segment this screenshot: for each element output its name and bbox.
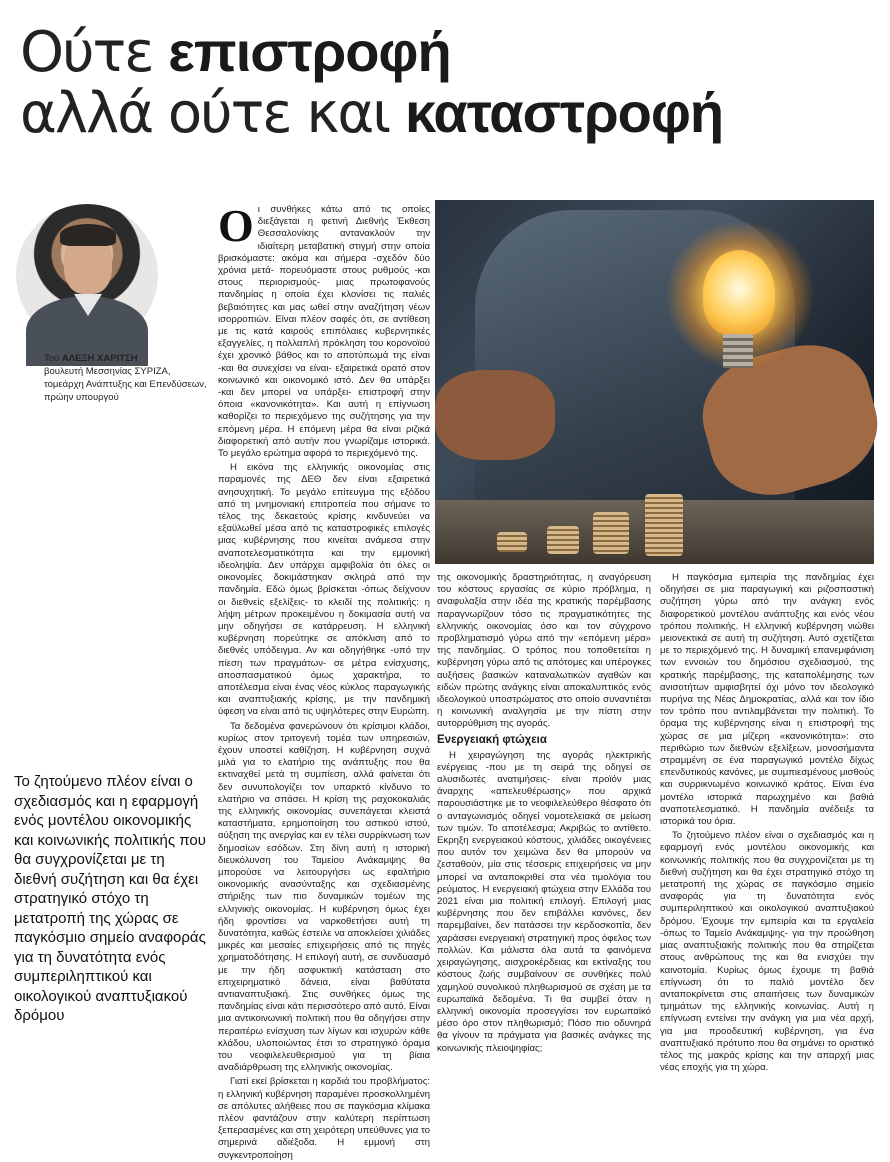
- paragraph: Η εικόνα της ελληνικής οικονομίας στις παραμονές της ΔΕΘ δεν είναι εξαιρετικά ανησυχητική. Το μεγάλο επίτευγμα της εξόδου από τη μνημονιακή επιτροπεία που σήμανε το τέλος της δεκαετούς κρίσης κινδυνεύει να εξαϋλωθεί μέσα από τις καταστροφικές επιλογές μιας κυβέρνησης που κινείται ανάμεσα στην αναποτελεσματικότητα και την εμμονική ιδεοληψία. Δεν υπάρχει αμφιβολία ότι όλες οι οικονομίες δοκιμάστηκαν σκληρά από την πανδημία. Εδώ όμως βρίσκεται -όπως δείχνουν οι διεθνείς εξελίξεις- το κλειδί της πολιτικής: η λήψη μέτρων προκειμένου η δοκιμασία αυτή να μην οδηγήσει σε κατάρρευση. Η ελληνική κυβέρνηση πορεύτηκε σε απόκλιση από το διεθνές υπόδειγμα. Αν και οδηγήθηκε -υπό την πίεση των πραγμάτων- σε μέτρα ενίσχυσης, αποσπασματικού όμως χαρακτήρα, το αποτέλεσμα είναι ένας νέος κύκλος παραγωγικής και αναπτυξιακής κρίσης, με την πανδημική ύφεση να είναι από τις υψηλότερες στην Ευρώπη.: [218, 462, 430, 718]
- lightbulb-icon: [703, 250, 775, 336]
- article-photo-lightbulb-coins: [435, 200, 874, 564]
- headline-line-1: Ούτε επιστροφή: [20, 20, 451, 85]
- pull-quote: Το ζητούμενο πλέον είναι ο σχεδιασμός και η εφαρμογή ενός μοντέλου οικονομικής και κοινωνικής πολιτικής που θα συγχρονίζεται με τη διεθνή συζήτηση και θα έχει στρατηγικό στόχο τη μετατροπή της χώρας σε παγκόσμιο σημείο αναφοράς για τη δυνατότητα ενός συμπεριληπτικού και οικολογικού αναπτυξιακού δρόμου: [14, 773, 206, 1024]
- author-byline: Του ΑΛΕΞΗ ΧΑΡΙΤΣΗ βουλευτή Μεσσηνίας ΣΥΡΙΖΑ, τομεάρχη Ανάπτυξης και Επενδύσεων, πρώην υπουργού: [44, 352, 214, 404]
- headline-line-2: αλλά ούτε και καταστροφή: [20, 81, 724, 146]
- headline: [20, 22, 870, 144]
- author-role: βουλευτή Μεσσηνίας ΣΥΡΙΖΑ,: [44, 366, 171, 377]
- article-column-2: [437, 572, 651, 1054]
- article-column-3: [660, 572, 874, 1074]
- author-role: τομεάρχη Ανάπτυξης και Επενδύσεων,: [44, 379, 207, 390]
- paragraph: Γιατί εκεί βρίσκεται η καρδιά του προβλήματος: η ελληνική κυβέρνηση παραμένει προσκολλημένη σε απόλυτες αλήθειες που σε παγκόσμια κλίμακα πλέον φαντάζουν στην καλύτερη περίπτωση ξεπερασμένες και στη χειρότερη υπεύθυνες για το σημερινά αδιέξοδα. Η εμμονή στη συγκεντροποίηση: [218, 1076, 430, 1161]
- author-photo: [16, 204, 158, 346]
- paragraph: Το ζητούμενο πλέον είναι ο σχεδιασμός και η εφαρμογή ενός μοντέλου οικονομικής και κοινωνικής πολιτικής που θα συγχρονίζεται με τη διεθνή συζήτηση και θα έχει στρατηγικό στόχο τη μετατροπή της χώρας σε παγκόσμιο σημείο αναφοράς για τη δυνατότητα ενός συμπεριληπτικού και οικολογικού αναπτυξιακού δρόμου. Έχουμε την εμπειρία και τα εργαλεία -όπως το Ταμείο Ανάκαμψης- για την προώθηση μιας αναπτυξιακής πολιτικής που θα στηρίζεται στους ανθρώπους της και θα ενισχύει την καινοτομία. Κυρίως όμως έχουμε τη βαθιά επίγνωση ότι το παλιό μοντέλο δεν ανταποκρίνεται στις απαιτήσεις των δυναμικών τμημάτων της ελληνικής κοινωνίας. Αυτή η επίγνωση εντείνει την ανάγκη για μια νέα αρχή, για μια προοδευτική κυβέρνηση, για ένα αναπτυξιακό πρότυπο που θα σημάνει το οριστικό τέλος της μακράς κρίσης και την απαρχή μιας νέας εποχής για τη χώρα.: [660, 830, 874, 1074]
- paragraph: ι συνθήκες κάτω από τις οποίες διεξάγεται η φετινή Διεθνής Έκθεση Θεσσαλονίκης αντανακλούν την ιδιαίτερη μεταβατική στιγμή στην οποία βρισκόμαστε: ακόμα και σήμερα -σχεδόν δύο χρόνια μετά- πορευόμαστε στους ρυθμούς -και στους περιορισμούς- μιας πρωτοφανούς πανδημίας η οποία έχει κλονίσει τις παλιές βεβαιότητες και μας ωθεί στην αναζήτηση νέων ισορροπιών. Είναι πλέον σαφές ότι, σε αντίθεση με τις κατά καιρούς επιπόλαιες κυβερνητικές εξαγγελίες, η πολλαπλή πρόκληση του κορονοϊού έχει χρονικό βάθος και το αποτύπωμά της είναι -και θα συνεχίσει να είναι- εξαιρετικά ορατό στον κοινωνικό και οικονομικό ιστό. Δεν θα υπάρξει -και δεν μπορεί να υπάρξει- επιστροφή στην όποια «κανονικότητα». Και αυτή η επίγνωση καθορίζει το περιεχόμενο της συζήτησης για την επόμενη μέρα. Η επόμενη μέρα θα είναι ριζικά διαφορετική από αυτήν που γνωρίζαμε ιστορικά. Το μεγάλο ερώτημα αφορά το περιεχόμενό της.: [218, 204, 430, 460]
- paragraph: Η χειραγώγηση της αγοράς ηλεκτρικής ενέργειας -που με τη σειρά της οδηγεί σε αλυσιδωτές ανατιμήσεις- είναι προϊόν μιας άναρχης «απελευθέρωσης» που αρχικά παρουσιάστηκε με το νεοφιλελεύθερο θέσφατο ότι ο ανταγωνισμός οδηγεί νομοτελειακά σε μείωση των τιμών. Το αποτέλεσμα; Ακριβώς το αντίθετο. Εκρηξη ενεργειακού κόστους, χιλιάδες οικογένειες που αυτόν τον χειμώνα δεν θα μπορούν να ζεσταθούν, μία στις τέσσερις επιχειρήσεις να μην μπορεί να ανταποκριθεί στα νέα τιμολόγια του ρεύματος. Η ενεργειακή φτώχεια στην Ελλάδα του 2021 είναι μια πολιτική επιλογή. Επιλογή μιας κυβέρνησης που δεν επιβάλλει κανόνες, δεν παρεμβαίνει, δεν πατάσσει την κερδοσκοπία, δεν χαράσσει ενεργειακή στρατηγική προς όφελος των πολλών. Και μάλιστα όλα αυτά τα φαινόμενα χειραγώγησης, αισχροκέρδειας και εκτίναξης του κόστους ζωής συμβαίνουν σε συνθήκες πολύ χαμηλού συνολικού πληθωρισμού σε σχέση με τα ευρωπαϊκά δεδομένα. Τι θα συμβεί όταν η ελληνική οικονομία προσεγγίσει τον ευρωπαϊκό μέσο όρο στον πληθωρισμό; Πόσο πιο οδυνηρά θα γίνουν τα πράγματα για βασικές ανάγκες της κοινωνικής πλειοψηφίας;: [437, 749, 651, 1054]
- author-name: ΑΛΕΞΗ ΧΑΡΙΤΣΗ: [61, 353, 138, 364]
- author-role: πρώην υπουργού: [44, 392, 119, 403]
- paragraph: της οικονομικής δραστηριότητας, η αναγόρευση του κόστους εργασίας σε κύριο πρόβλημα, η αναφυλαξία στην ιδέα της κρατικής παρέμβασης παραγνωρίζουν τόσο τις πραγματικότητες της ελληνικής οικονομίας όσο και τον σύγχρονο προβληματισμό γύρω από την «επόμενη μέρα» της πανδημίας. Ο τρόπος που τοποθετείται η κυβέρνηση γύρω από τις απότομες και υπέρογκες αυξήσεις βασικών καταναλωτικών αγαθών και ειδών πρώτης ανάγκης είναι αποκαλυπτικός ενός ιδεολογικού υποστρώματος στο οποίο συναντιέται η κοινωνική αναλγησία με την πίστη στην αυτορρύθμιση της αγοράς.: [437, 572, 651, 730]
- paragraph: Η παγκόσμια εμπειρία της πανδημίας έχει οδηγήσει σε μια παραγωγική και ριζοσπαστική συζήτηση γύρω από την ανάγκη ενός διαφορετικού μοντέλου ανάπτυξης και ενός νέου τρόπου πολιτικής. Η ελληνική κυβέρνηση νιώθει μειονεκτικά σε αυτή τη συζήτηση. Αυτό σχετίζεται με το περιεχόμενό της. Η δυναμική επανεμφάνιση των εννοιών του δημόσιου σχεδιασμού, της κρατικής παρέμβασης, της καταπολέμησης των ανισοτήτων αμφισβητεί όχι μόνο τον ιδεολογικό πυρήνα της Νέας Δημοκρατίας, αλλά και τον ίδιο τον τρόπο που αντιλαμβάνεται την πολιτική. Το όραμα της κυβέρνησης είναι η επιστροφή της χώρας σε μια μίζερη «κανονικότητα»: στο περιθώριο των διεθνών εξελίξεων, μονοσήμαντα στραμμένη σε ένα παραγωγικό μοντέλο δίχως επενδυτικούς κανόνες, με συμπιεσμένους μισθούς και συρρικνωμένο κοινωνικό κράτος. Είναι ένα μοντέλο ιστορικά παρωχημένο και βαθιά αναποτελεσματικό. Η πανδημία ανέδειξε τα ιστορικά του όρια.: [660, 572, 874, 828]
- subheading: Ενεργειακή φτώχεια: [437, 733, 547, 746]
- article-column-1: [218, 200, 430, 1161]
- paragraph: Τα δεδομένα φανερώνουν ότι κρίσιμοι κλάδοι, κυρίως στον τριτογενή τομέα των υπηρεσιών, έχουν υποστεί καθίζηση. Η κυβέρνηση συχνά μιλά για το ελατήριο της ανάπτυξης που θα εκτιναχθεί μετά τη συμπίεση, αλλά φαίνεται ότι δεν συνυπολογίζει τον υπαρκτό κίνδυνο το ελατήριο να σπάσει. Η κρίση της ραχοκοκαλιάς της ελληνικής οικονομίας συνεπάγεται κλειστά καταστήματα, ερημοποίηση του αστικού ιστού, αύξηση της ανεργίας και εν τέλει συρρίκνωση των δημοσίων εσόδων. Στη δίνη αυτή η ιστορική διευκόλυνση του Ταμείου Ανάκαμψης θα μπορούσε να λειτουργήσει ως εφαλτήριο οικονομικής ανασύνταξης και σχεδιασμένης στήριξης των πιο δυναμικών τομέων της ελληνικής οικονομίας. Η κυβέρνηση όμως έχει ήδη φροντίσει να ναρκοθετήσει αυτή τη δυνατότητα, καθώς έστειλε να αποκλείσει χιλιάδες μικρές και μεσαίες επιχειρήσεις από τις πηγές χρηματοδότησης. Η επιλογή αυτή, σε συνδυασμό με την ήδη ασφυκτική κατάσταση στο επιχειρηματικό δάνεια, είναι βαθύτατα αντιαναπτυξιακή. Στις συνθήκες όμως της πανδημίας είναι κάτι περισσότερο από αυτό. Είναι μια αντικοινωνική πολιτική που θα οδηγήσει στην περαιτέρω ενίσχυση των λίγων και ισχυρών κάθε κλάδου, υλοποιώντας έτσι το στρατηγικό όραμα του νεοφιλελευθερισμού για τη βίαια αναδιάρθρωση της ελληνικής οικονομίας.: [218, 720, 430, 1074]
- drop-cap: Ο: [218, 200, 254, 251]
